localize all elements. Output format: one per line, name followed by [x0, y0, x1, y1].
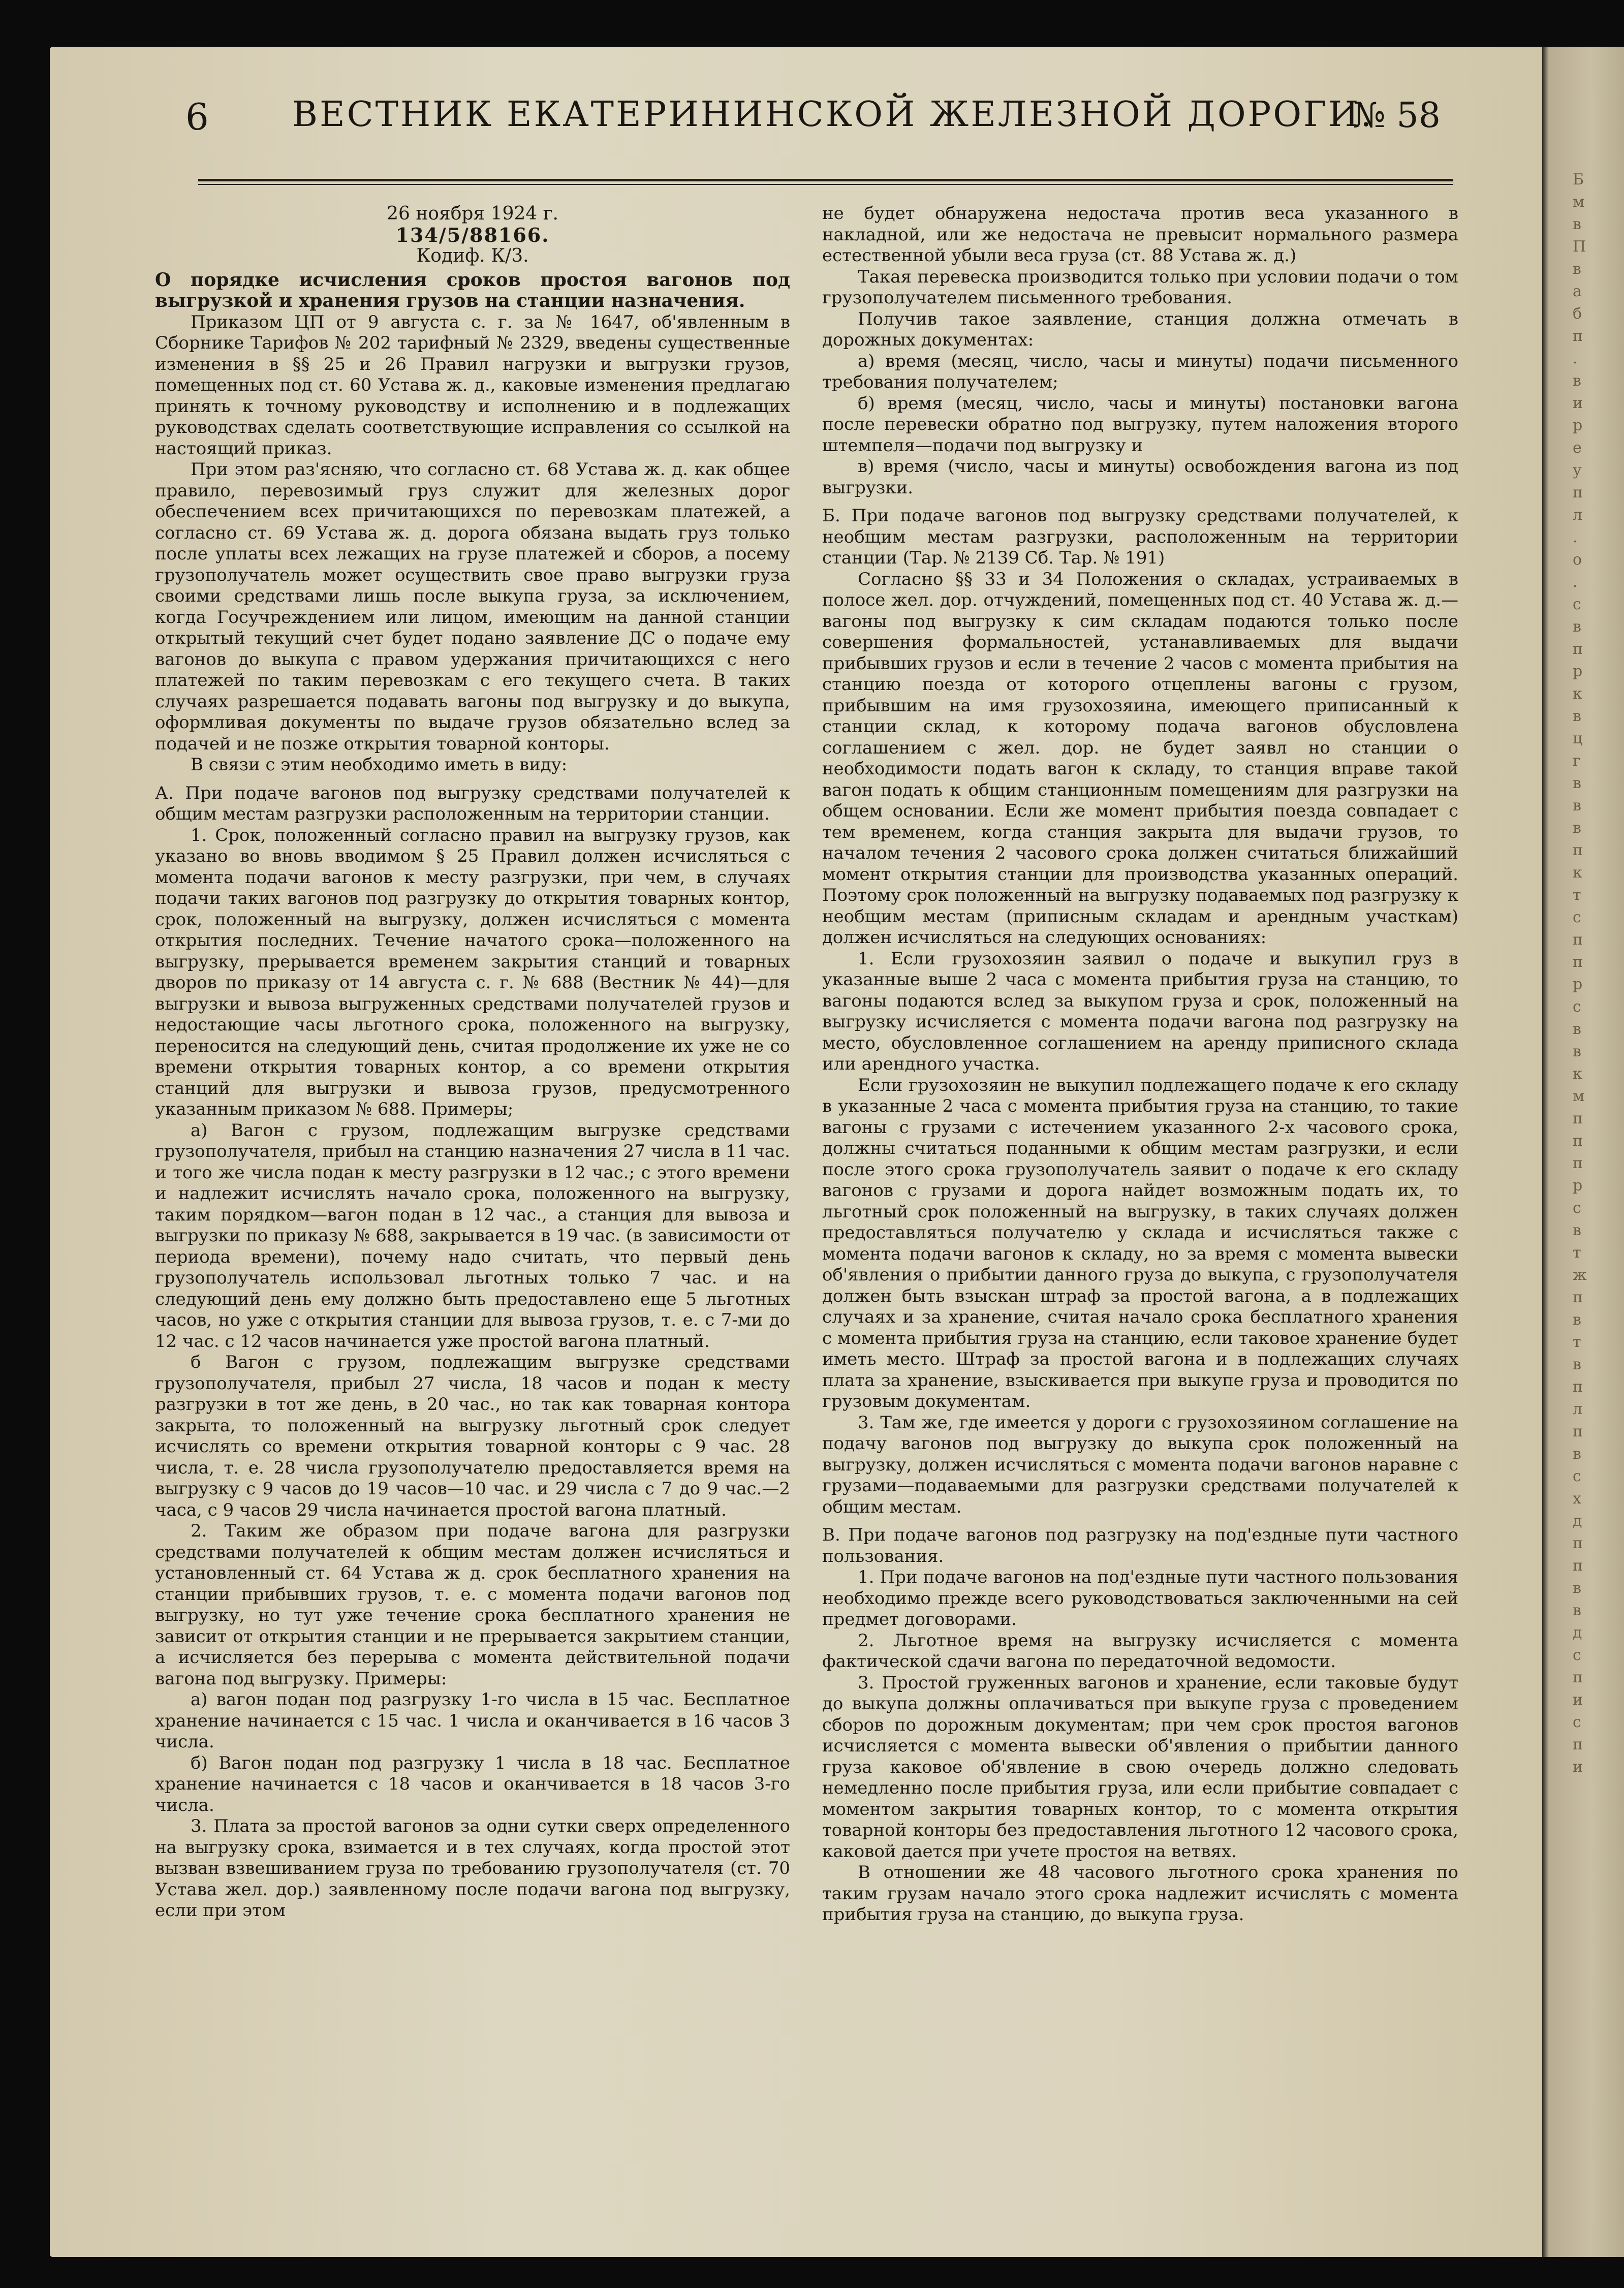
- paragraph: не будет обнаружена недостача против веса указанного в накладной, или же недостача не превысит нормального размера естественной убыли веса груза (ст. 88 Устава ж. д.): [822, 203, 1458, 266]
- paragraph: 3. Плата за простой вагонов за одни сутки сверх определенного на выгрузку срока, взимается и в тех случаях, когда простой этот вызван взвешиванием груза по требованию грузополучателя (ст. 70 Устава жел. дор.) заявленному после подачи вагона под выгрузку, если при этом: [155, 1816, 790, 1921]
- paragraph: 1. Срок, положенный согласно правил на выгрузку грузов, как указано во вновь вводимом § 25 Правил должен исчисляться с момента подачи вагонов к месту разгрузки, при чем, в случаях подачи таких вагонов под разгрузку до открытия товарных контор, срок, положенный на выгрузку, должен исчисляться с момента открытия последних. Течение начатого срока—положенного на выгрузку, прерывается временем закрытия станций и товарных дворов по приказу от 14 августа с. г. № 688 (Вестник № 44)—для выгрузки и вывоза выгруженных средствами получателей грузов и недостающие часы льготного срока, положенного на выгрузку, переносится на следующий день, считая продолжение их уже не со времени открытия товарных контор, а со времени открытия станций для выгрузки и вывоза грузов, предусмотренного указанным приказом № 688. Примеры;: [155, 825, 790, 1119]
- paragraph: Приказом ЦП от 9 августа с. г. за № 1647, об'явленным в Сборнике Тарифов № 202 тарифный № 2329, введены существенные изменения в §§ 25 и 26 Правил нагрузки и выгрузки грузов, помещенных под ст. 60 Устава ж. д., каковые изменения предлагаю принять к точному руководству и исполнению и в подлежащих руководствах сделать соответствующие исправления со ссылкой на настоящий приказ.: [155, 311, 790, 459]
- paragraph: 3. Простой груженных вагонов и хранение, если таковые будут до выкупа должны оплачиваться при выкупе груза с проведением сборов по дорожным документам; при чем срок простоя вагонов исчисляется с момента вывески об'явления о прибытии данного груза каковое об'явление в свою очередь должно следовать немедленно после прибытия груза, или если прибытие совпадает с моментом закрытия товарных контор, то с момента открытия товарной конторы без предоставления льготного 12 часового срока, каковой дается при учете простоя на ветвях.: [822, 1672, 1458, 1862]
- page-header: [145, 90, 1451, 151]
- paragraph: В отношении же 48 часового льготного срока хранения по таким грузам начало этого срока надлежит исчислять с момента прибытия груза на станцию, до выкупа груза.: [822, 1862, 1458, 1925]
- paragraph: а) время (месяц, число, часы и минуты) подачи письменного требования получателем;: [822, 351, 1458, 392]
- header-rule-thin: [198, 184, 1453, 185]
- adjacent-page-edge: [1542, 47, 1624, 2257]
- newspaper-title: ВЕСТНИК ЕКАТЕРИНИНСКОЙ ЖЕЛЕЗНОЙ ДОРОГИ.: [292, 95, 1374, 135]
- paragraph: 2. Льготное время на выгрузку исчисляется с момента фактической сдачи вагона по передаточной ведомости.: [822, 1630, 1458, 1672]
- paragraph: 3. Там же, где имеется у дороги с грузохозяином соглашение на подачу вагонов под выгрузку до выкупа срок положенный на выгрузку, должен исчисляться с момента подачи вагонов наравне с грузами—подаваемыми для разгрузки средствами получателей к общим местам.: [822, 1412, 1458, 1517]
- paragraph: а) вагон подан под разгрузку 1-го числа в 15 час. Бесплатное хранение начинается с 15 час. 1 числа и оканчивается в 16 часов 3 числа.: [155, 1689, 790, 1752]
- section-heading-a: А. При подаче вагонов под выгрузку средствами получателей к общим местам разгрузки расположенным на территории станции.: [155, 782, 790, 824]
- header-rule: [198, 179, 1453, 181]
- order-codif: Кодиф. К/3.: [416, 245, 529, 266]
- order-number: 134/5/88166.: [395, 223, 550, 246]
- paragraph: В связи с этим необходимо иметь в виду:: [191, 755, 568, 775]
- paragraph: 2. Таким же образом при подаче вагона для разгрузки средствами получателей к общим местам должен исчисляться и установленный ст. 64 Устава ж д. срок бесплатного хранения на станции прибывших грузов, т. е. с момента подачи вагонов под выгрузку, но тут уже течение срока бесплатного хранения не зависит от открытия станции и не прерывается закрытием станции, а исчисляется без перерыва с момента действительной подачи вагона под выгрузку. Примеры:: [155, 1521, 790, 1689]
- paragraph: Если грузохозяин не выкупил подлежащего подаче к его складу в указанные 2 часа с момента прибытия груза на станцию, то такие вагоны с грузами с истечением указанного 2-х часового срока, должны считаться поданными к общим местам разгрузки, и если после этого срока грузополучатель заявит о подаче к его складу вагонов с грузами и дорога найдет возможным подать их, то льготный срок положенный на выгрузку, в таких случаях должен предоставляться получателю у склада и исчисляться также с момента подачи вагонов к складу, но за время с момента вывески об'явления о прибытии данного груза до выкупа, с грузополучателя должен быть взыскан штраф за простой вагона, а в подлежащих случаях и за хранение, считая начало срока бесплатного хранения с момента прибытия груза на станцию, если таковое хранение будет иметь место. Штраф за простой вагона и в подлежащих случаях плата за хранение, взыскивается при выкупе груза и проводится по грузовым документам.: [822, 1075, 1458, 1412]
- paragraph: б Вагон с грузом, подлежащим выгрузке средствами грузополучателя, прибыл 27 числа, 18 часов и подан к месту разгрузки в тот же день, в 20 час., но так как товарная контора закрыта, то положенный на выгрузку льготный срок следует исчислять со времени открытия товарной конторы с 9 час. 28 числа, т. е. 28 числа грузополучателю предоставляется время на выгрузку с 9 часов до 19 часов—10 час. и 29 числа с 7 до 9 час.—2 часа, с 9 часов 29 числа начинается простой вагона платный.: [155, 1352, 790, 1520]
- paragraph: Согласно §§ 33 и 34 Положения о складах, устраиваемых в полосе жел. дор. отчуждений, помещенных под ст. 40 Устава ж. д.—вагоны под выгрузку к сим складам подаются только после совершения формальностей, устанавливаемых для выдачи прибывших грузов и если в течение 2 часов с момента прибытия на станцию поезда от которого отцеплены вагоны с грузом, прибывшим на имя грузохозяина, имеющего приписанный к станции склад, к которому подача вагонов обусловлена соглашением с жел. дор. не будет заявл но станции о необходимости подать вагон к складу, то станция вправе такой вагон подать к общим станционным помещениям для разгрузки на общем основании. Если же момент прибытия поезда совпадает с тем временем, когда станция закрыта для выдачи грузов, то началом течения 2 часового срока должен считаться ближайший момент открытия станции для производства указанных операций. Поэтому срок положенный на выгрузку подаваемых под разгрузку к необщим местам (приписным складам и арендным участкам) должен исчисляться на следующих основаниях:: [822, 569, 1458, 948]
- adjacent-page-letters: Б м в П в а б п . в и р е у п л . о . с в п р к в ц г в в в п к т с п п р с в в к м п п п р с в т ж п в т в п л п в с х д п п в в д с п и с п и: [1573, 171, 1587, 1776]
- paragraph: 1. При подаче вагонов на под'ездные пути частного пользования необходимо прежде всего руководствоваться заключенными на сей предмет договорами.: [822, 1567, 1458, 1629]
- paragraph: Такая перевеска производится только при условии подачи о том грузополучателем письменного требования.: [822, 266, 1458, 308]
- paragraph: Получив такое заявление, станция должна отмечать в дорожных документах:: [822, 308, 1458, 350]
- paragraph: б) время (месяц, число, часы и минуты) постановки вагона после перевески обратно под выгрузку, путем наложения второго штемпеля—подачи под выгрузку и: [822, 393, 1458, 456]
- left-column: [155, 203, 790, 1922]
- paragraph: в) время (число, часы и минуты) освобождения вагона из под выгрузки.: [822, 456, 1458, 498]
- page-number: 6: [185, 96, 209, 138]
- paragraph: б) Вагон подан под разгрузку 1 числа в 18 час. Бесплатное хранение начинается с 18 часов и оканчивается в 18 часов 3-го числа.: [155, 1752, 790, 1815]
- order-headline: О порядке исчисления сроков простоя вагонов под выгрузкой и хранения грузов на станции назначения.: [155, 269, 790, 311]
- section-heading-v: В. При подаче вагонов под разгрузку на под'ездные пути частного пользования.: [822, 1525, 1458, 1566]
- order-date: 26 ноября 1924 г.: [387, 203, 558, 224]
- paragraph: 1. Если грузохозяин заявил о подаче и выкупил груз в указанные выше 2 часа с момента прибытия груза на станцию, то вагоны подаются вслед за выкупом груза и срок, положенный на выгрузку исчисляется с момента подачи вагона под разгрузку на место, обусловленное соглашением на аренду приписного склада или арендного участка.: [822, 948, 1458, 1074]
- paragraph: При этом раз'ясняю, что согласно ст. 68 Устава ж. д. как общее правило, перевозимый груз служит для железных дорог обеспечением всех причитающихся по перевозкам платежей, а согласно ст. 69 Устава ж. д. дорога обязана выдать груз только после уплаты всех лежащих на грузе платежей и сборов, а посему грузополучатель может осуществить свое право выгрузки груза своими средствами лишь после выкупа груза, за исключением, когда Госучреждением или лицом, имеющим на данной станции открытый текущий счет будет подано заявление ДС о подаче ему вагонов до выкупа с правом удержания причитающихся с него платежей по таким перевозкам с его текущего счета. В таких случаях разрешается подавать вагоны под выгрузку и до выкупа, оформливая документы по выдаче грузов обязательно вслед за подачей и не позже открытия товарной конторы.: [155, 459, 790, 754]
- section-heading-b: Б. При подаче вагонов под выгрузку средствами получателей, к необщим местам разгрузки, расположенным на территории станции (Тар. № 2139 Сб. Тар. № 191): [822, 506, 1458, 568]
- paragraph: а) Вагон с грузом, подлежащим выгрузке средствами грузополучателя, прибыл на станцию назначения 27 числа в 11 час. и того же числа подан к месту разгрузки в 12 час.; с этого времени и надлежит исчислять начало срока, положенного на выгрузку, таким порядком—вагон подан в 12 час., а станция для вывоза и выгрузки по приказу № 688, закрывается в 19 час. (в зависимости от периода времени), почему надо считать, что первый день грузополучатель использовал льготных только 7 час. и на следующий день ему должно быть предоставлено еще 5 льготных часов, но уже с открытия станции для вывоза грузов, т. е. с 7-ми до 12 час. с 12 часов начинается уже простой вагона платный.: [155, 1120, 790, 1352]
- issue-number: № 58: [1353, 96, 1441, 136]
- right-column: [822, 203, 1458, 1926]
